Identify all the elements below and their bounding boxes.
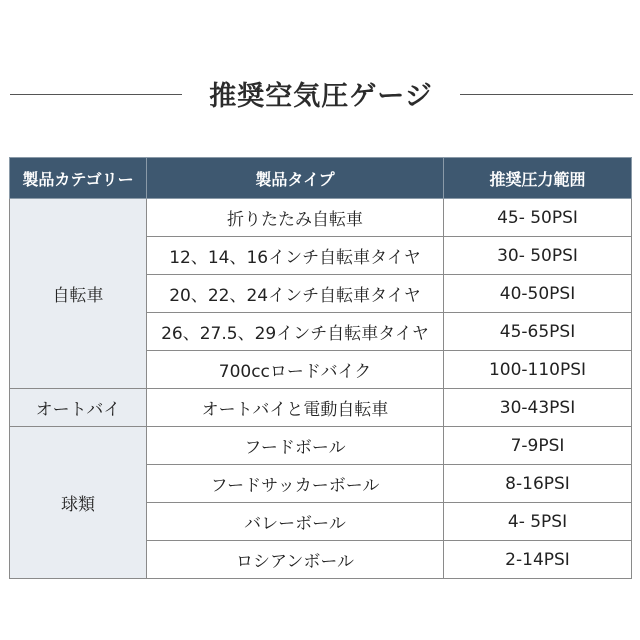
category-cell-balls: 球類 xyxy=(10,427,147,579)
table-header-row xyxy=(10,158,632,199)
range-cell: 40-50PSI xyxy=(444,275,632,313)
type-cell: 700ccロードバイク xyxy=(147,351,444,389)
range-cell: 100-110PSI xyxy=(444,351,632,389)
range-cell: 2-14PSI xyxy=(444,541,632,579)
range-cell: 30-43PSI xyxy=(444,389,632,427)
table-row xyxy=(10,199,632,237)
type-cell: オートバイと電動自転車 xyxy=(147,389,444,427)
type-cell: 折りたたみ自転車 xyxy=(147,199,444,237)
header-type: 製品タイプ xyxy=(147,158,444,199)
pressure-table xyxy=(9,157,632,579)
table-row xyxy=(10,389,632,427)
type-cell: 26、27.5、29インチ自転車タイヤ xyxy=(147,313,444,351)
type-cell: 20、22、24インチ自転車タイヤ xyxy=(147,275,444,313)
category-cell-motorcycle: オートバイ xyxy=(10,389,147,427)
header-range: 推奨圧力範囲 xyxy=(444,158,632,199)
type-cell: 12、14、16インチ自転車タイヤ xyxy=(147,237,444,275)
title-row xyxy=(0,70,640,120)
table-row xyxy=(10,427,632,465)
range-cell: 7-9PSI xyxy=(444,427,632,465)
title-divider-left xyxy=(10,94,182,95)
header-category: 製品カテゴリー xyxy=(10,158,147,199)
title-divider-right xyxy=(460,94,633,95)
type-cell: フードボール xyxy=(147,427,444,465)
type-cell: フードサッカーボール xyxy=(147,465,444,503)
range-cell: 45-65PSI xyxy=(444,313,632,351)
page-title: 推奨空気圧ゲージ xyxy=(209,81,433,112)
range-cell: 45- 50PSI xyxy=(444,199,632,237)
range-cell: 4- 5PSI xyxy=(444,503,632,541)
range-cell: 30- 50PSI xyxy=(444,237,632,275)
range-cell: 8-16PSI xyxy=(444,465,632,503)
type-cell: ロシアンボール xyxy=(147,541,444,579)
category-cell-bicycle: 自転車 xyxy=(10,199,147,389)
type-cell: バレーボール xyxy=(147,503,444,541)
